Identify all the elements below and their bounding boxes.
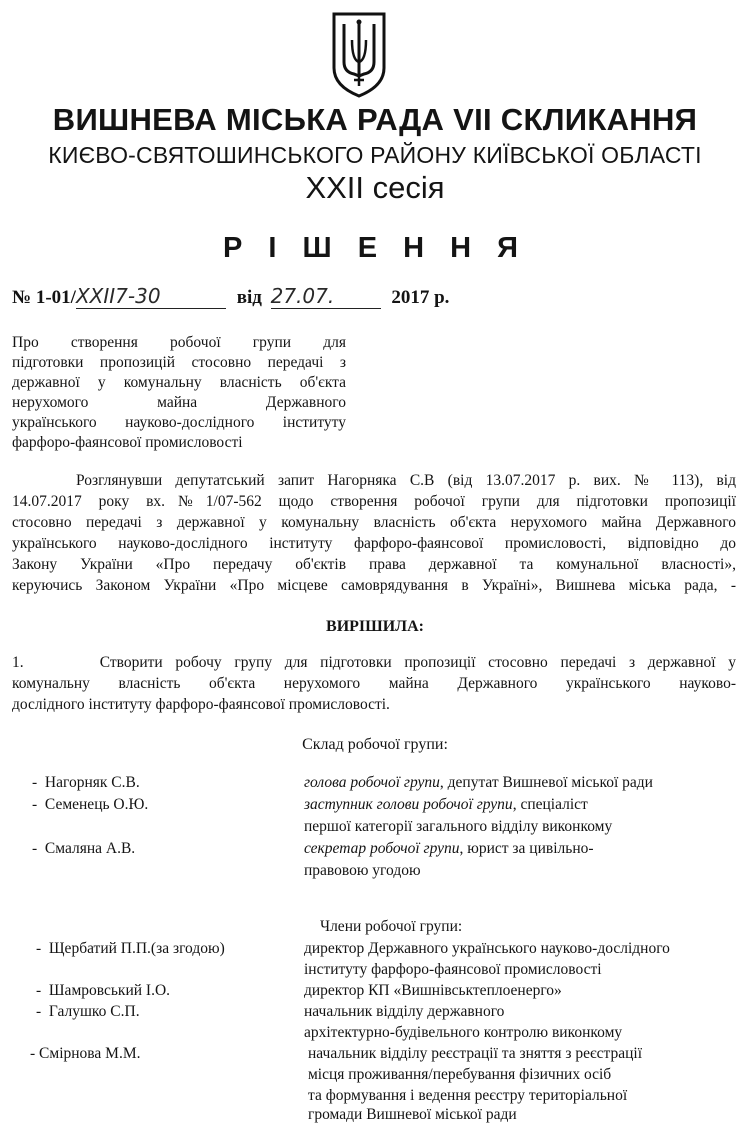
trident-emblem-icon	[330, 10, 388, 100]
leader-role: заступник голови робочої групи, спеціаліст	[304, 796, 588, 813]
item-1-line: дослідного інституту фарфоро-фаянсової промисловості.	[12, 696, 390, 713]
preamble-paragraph	[12, 470, 736, 596]
member-role: директор Державного українського науково-дослідного	[304, 940, 670, 957]
handwritten-number: XXII7-30	[76, 284, 226, 309]
member-name: - Смірнова М.М.	[30, 1045, 141, 1062]
subject-line: фарфоро-фаянсової промисловості	[12, 434, 243, 451]
preamble-line: стосовно передачі з державної у комунальну власність об'єкта нерухомого майна Державного	[12, 514, 736, 531]
leader-name: - Семенець О.Ю.	[32, 796, 149, 813]
member-name: - Шамровський І.О.	[36, 982, 171, 999]
member-role-continued: місця проживання/перебування фізичних осіб	[308, 1066, 612, 1083]
decision-subject	[12, 333, 346, 453]
preamble-line: 14.07.2017 року вх.№1/07-562 щодо створення робочої групи для підготовки пропозиції	[12, 493, 736, 510]
subject-line: нерухомого майна Державного	[12, 394, 346, 411]
leader-name: - Нагорняк С.В.	[32, 774, 140, 791]
date-from-label: від	[236, 287, 262, 308]
leader-role-continued: першої категорії загального відділу виконкому	[304, 818, 613, 835]
document-number-line	[12, 284, 449, 309]
item-1-line: комунальну власність об'єкта нерухомого майна Державного українського науково-	[12, 675, 736, 692]
document-year: 2017 р.	[391, 287, 450, 308]
subject-line: державної у комунальну власність об'єкта	[12, 374, 346, 391]
member-role-continued: та формування і ведення реєстру територіальної	[308, 1087, 628, 1104]
subject-line: Про створення робочої групи для	[12, 334, 346, 351]
leader-role: секретар робочої групи, юрист за цивільно-	[304, 840, 594, 857]
member-role: директор КП «Вишнівськтеплоенерго»	[304, 982, 562, 999]
subject-line: українського науково-дослідного інституту	[12, 414, 346, 431]
member-role-continued: архітектурно-будівельного контролю виконкому	[304, 1024, 623, 1041]
member-name: - Щербатий П.П.(за згодою)	[36, 940, 225, 957]
leader-name: - Смаляна А.В.	[32, 840, 136, 857]
member-role-continued: громади Вишневої міської ради	[308, 1106, 517, 1123]
leader-role: голова робочої групи, депутат Вишневої міської ради	[304, 774, 653, 791]
resolved-heading: ВИРІШИЛА:	[326, 618, 424, 635]
handwritten-date: 27.07.	[271, 284, 381, 309]
item-1-paragraph	[12, 652, 736, 715]
leader-role-continued: правовою угодою	[304, 862, 421, 879]
decision-title: Р І Ш Е Н Н Я	[223, 232, 527, 264]
composition-heading: Склад робочої групи:	[302, 736, 448, 753]
session-title: XXII сесія	[305, 170, 445, 205]
subject-line: підготовки пропозицій стосовно передачі з	[12, 354, 346, 371]
preamble-line: Розглянувши депутатський запит Нагорняка С.В (від 13.07.2017 р. вих. № 113), від	[76, 472, 736, 489]
member-role: начальник відділу державного	[304, 1003, 505, 1020]
council-title: ВИШНЕВА МІСЬКА РАДА VII СКЛИКАННЯ	[52, 102, 698, 137]
district-title: КИЄВО-СВЯТОШИНСЬКОГО РАЙОНУ КИЇВСЬКОЇ ОБЛАСТІ	[48, 142, 702, 168]
member-role-continued: інституту фарфоро-фаянсової промисловості	[304, 961, 602, 978]
preamble-line: Закону України «Про передачу об'єктів права державної та комунальної власності»,	[12, 556, 736, 573]
number-prefix: № 1-01/	[12, 287, 76, 308]
members-heading: Члени робочої групи:	[320, 918, 463, 935]
preamble-line: керуючись Законом України «Про місцеве самоврядування в Україні», Вишнева міська рада, -	[12, 577, 736, 594]
member-role: начальник відділу реєстрації та зняття з реєстрації	[308, 1045, 643, 1062]
item-1-line: 1. Створити робочу групу для підготовки пропозиції стосовно передачі з державної у	[12, 654, 736, 671]
member-name: - Галушко С.П.	[36, 1003, 140, 1020]
preamble-line: українського науково-дослідного інституту фарфоро-фаянсової промисловості, відповідно до	[12, 535, 736, 552]
